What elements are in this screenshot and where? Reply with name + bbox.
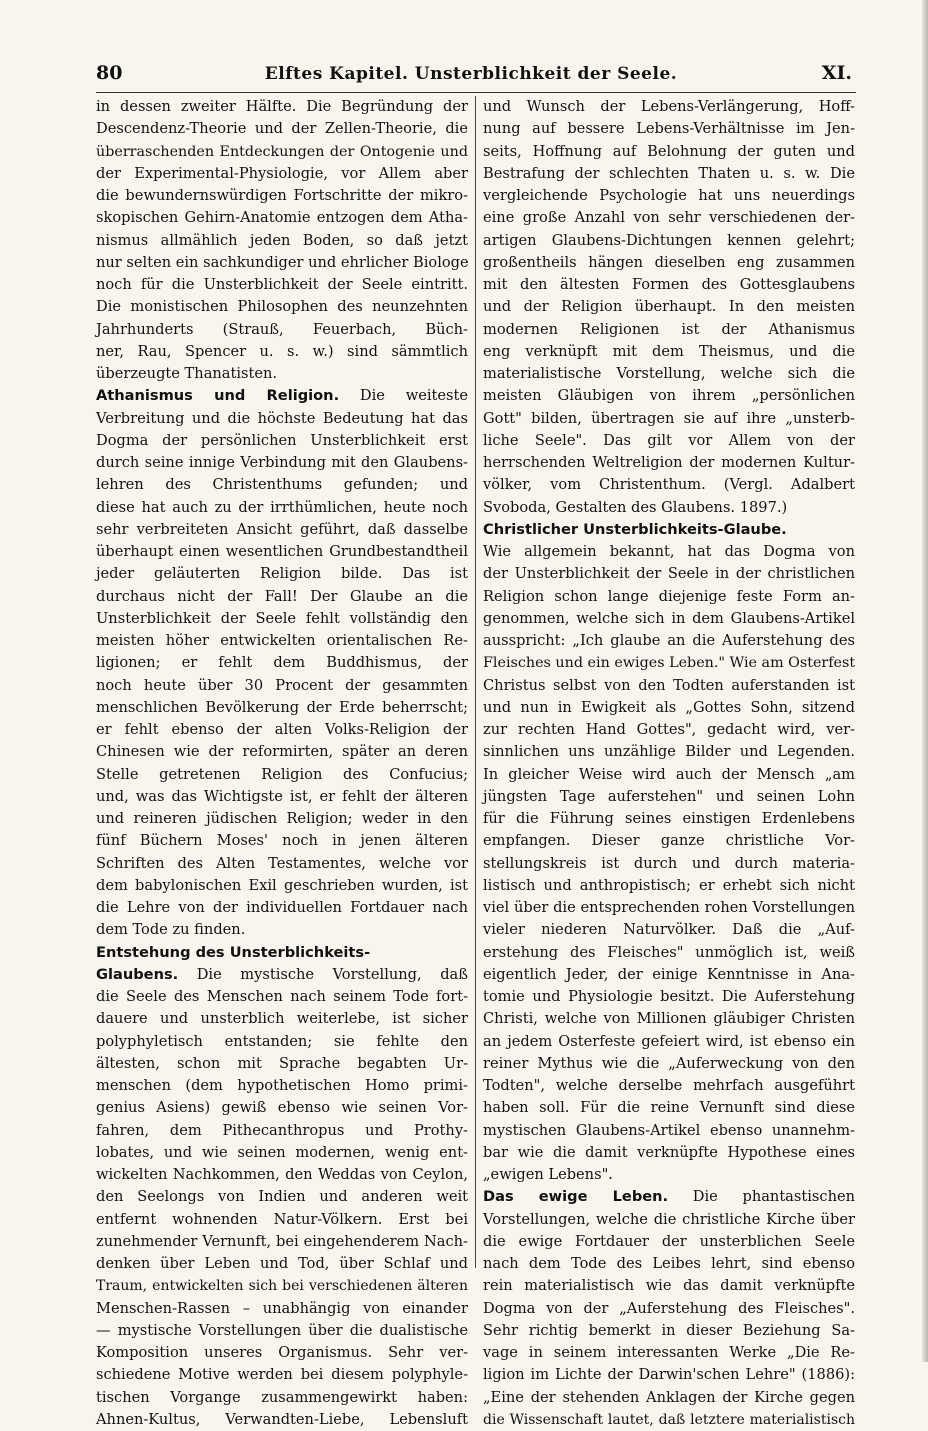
left-column — [96, 96, 469, 1428]
line-text: ner, Rau, Spencer u. s. w.) sind sämmtlich — [96, 342, 468, 360]
text-line — [483, 1320, 855, 1342]
chapter-numeral: XI. — [821, 62, 852, 84]
text-line — [483, 207, 855, 229]
text-line — [96, 207, 468, 229]
text-line — [96, 274, 468, 296]
text-line — [96, 519, 468, 541]
line-text: bar wie die damit verknüpfte Hypothese eines — [483, 1143, 855, 1161]
section-heading-line — [96, 964, 468, 986]
text-line — [96, 1142, 468, 1164]
line-text: skopischen Gehirn-Anatomie entzogen dem Atha- — [96, 209, 468, 227]
line-text: haben soll. Für die reine Vernunft sind diese — [483, 1099, 855, 1117]
text-line — [96, 1164, 468, 1186]
line-text: polyphyletisch entstanden; sie fehlte den — [96, 1032, 468, 1050]
text-line — [96, 586, 468, 608]
text-line — [96, 919, 468, 941]
page-number: 80 — [96, 62, 123, 84]
text-line — [483, 1008, 855, 1030]
line-text: „ewigen Lebens". — [483, 1166, 613, 1183]
page-header — [96, 62, 852, 88]
line-text: Sehr richtig bemerkt in dieser Beziehung Sa- — [483, 1321, 855, 1339]
line-text: Vorstellungen, welche die christliche Kirche über — [483, 1210, 855, 1228]
text-line — [483, 96, 855, 118]
line-text: Bestrafung der schlechten Thaten u. s. w. Die — [483, 164, 855, 182]
text-line — [483, 274, 855, 296]
text-line — [483, 430, 855, 452]
text-line — [96, 1253, 468, 1275]
line-text: fünf Büchern Moses' noch in jenen älteren — [96, 832, 468, 850]
line-text: listisch und anthropistisch; er erhebt sich nicht — [483, 876, 855, 894]
line-text: viel über die entsprechenden rohen Vorstellungen — [483, 899, 855, 916]
line-text: zur rechten Hand Gottes", gedacht wird, ver- — [483, 721, 855, 738]
line-text: diese hat auch zu der irrthümlichen, heute noch — [96, 498, 468, 516]
text-line — [483, 1164, 855, 1186]
text-line — [96, 1387, 468, 1409]
text-line — [96, 363, 468, 385]
text-line — [483, 919, 855, 941]
text-line — [96, 185, 468, 207]
line-text: meisten höher entwickelten orientalischen Re- — [96, 632, 468, 649]
text-line — [483, 385, 855, 407]
line-text: großentheils hängen dieselben eng zusammen — [483, 253, 855, 271]
line-text: Menschen-Rassen – unabhängig von einander — [96, 1299, 468, 1317]
text-line — [96, 786, 468, 808]
text-line — [483, 675, 855, 697]
line-text: Todten", welche derselbe mehrfach ausgeführt — [483, 1077, 855, 1094]
text-line — [96, 141, 468, 163]
text-line — [483, 474, 855, 496]
line-text: stellungskreis ist durch und durch materia- — [483, 854, 855, 872]
text-line — [483, 652, 855, 674]
text-line — [96, 697, 468, 719]
text-line — [96, 252, 468, 274]
line-text: mystischen Glaubens-Artikel ebenso unannehm- — [483, 1121, 855, 1139]
text-line — [483, 630, 855, 652]
text-line — [96, 1298, 468, 1320]
line-text: dem Tode zu finden. — [96, 921, 246, 939]
section-heading-line — [96, 942, 468, 964]
text-line — [483, 1120, 855, 1142]
text-line — [483, 563, 855, 585]
line-text: vergleichende Psychologie hat uns neuerdings — [483, 187, 855, 204]
line-text: genius Asiens) gewiß ebenso wie seinen Vor- — [96, 1099, 468, 1117]
text-line — [96, 296, 468, 318]
text-line — [96, 875, 468, 897]
text-line — [483, 452, 855, 474]
line-text: Die phantastischen — [668, 1188, 856, 1206]
line-text: Komposition unseres Organismus. Sehr ver- — [96, 1344, 468, 1361]
column-divider — [475, 96, 476, 1268]
line-text: nur selten ein sachkundiger und ehrlicher Biologe — [96, 253, 469, 271]
line-text: lobates, und wie seinen modernen, wenig ent- — [96, 1143, 468, 1161]
text-line — [96, 1320, 468, 1342]
line-text: und Wunsch der Lebens-Verlängerung, Hoff- — [483, 98, 855, 115]
line-text: — mystische Vorstellungen über die dualistische — [96, 1321, 468, 1339]
line-text: lehren des Christenthums gefunden; und — [96, 476, 468, 494]
text-line — [96, 230, 468, 252]
line-text: jüngsten Tage auferstehen" und seinen Lohn — [483, 787, 855, 805]
line-text: noch für die Unsterblichkeit der Seele eintritt. — [96, 276, 468, 293]
text-line — [483, 1342, 855, 1364]
text-line — [483, 830, 855, 852]
section-heading: Entstehung des Unsterblichkeits- — [96, 943, 371, 961]
line-text: und nun in Ewigkeit als „Gottes Sohn, sitzend — [483, 698, 855, 716]
line-text: vage in seinem interessanten Werke „Die Re- — [483, 1344, 855, 1361]
text-line — [483, 408, 855, 430]
page-edge-shadow — [922, 0, 928, 1362]
line-text: durchaus nicht der Fall! Der Glaube an die — [96, 587, 468, 605]
line-text: ausspricht: „Ich glaube an die Auferstehung des — [483, 632, 855, 649]
line-text: die Lehre von der individuellen Fortdauer nach — [96, 899, 468, 916]
text-line — [96, 808, 468, 830]
line-text: sinnlichen uns unzählige Bilder und Legenden. — [483, 743, 855, 761]
line-text: eigentlich Jeder, der einige Kenntnisse in Ana- — [483, 965, 855, 983]
line-text: vieler niederen Naturvölker. Daß die „Auf- — [483, 921, 855, 939]
text-line — [483, 808, 855, 830]
line-text: Die mystische Vorstellung, daß — [178, 965, 468, 983]
section-heading: Das ewige Leben. — [483, 1188, 669, 1206]
text-line — [96, 563, 468, 585]
line-text: noch heute über 30 Procent der gesammten — [96, 676, 468, 694]
line-text: und, was das Wichtigste ist, er fehlt der älteren — [96, 787, 468, 805]
text-line — [96, 1209, 468, 1231]
text-line — [96, 741, 468, 763]
text-line — [483, 141, 855, 163]
line-text: Dogma der persönlichen Unsterblichkeit erst — [96, 431, 468, 449]
text-line — [96, 1031, 468, 1053]
text-line — [483, 764, 855, 786]
line-text: der Unsterblichkeit der Seele in der christlichen — [483, 565, 855, 583]
line-text: Jahrhunderts (Strauß, Feuerbach, Büch- — [96, 320, 468, 338]
line-text: er fehlt ebenso der alten Volks-Religion der — [96, 721, 468, 738]
text-line — [96, 163, 468, 185]
text-line — [483, 964, 855, 986]
line-text: die Seele des Menschen nach seinem Tode fort- — [96, 988, 468, 1005]
text-line — [96, 1364, 468, 1386]
line-text: denken über Leben und Tod, über Schlaf und — [96, 1255, 468, 1272]
line-text: überzeugte Thanatisten. — [96, 365, 278, 382]
text-line — [96, 652, 468, 674]
line-text: und reineren jüdischen Religion; weder in den — [96, 810, 468, 827]
text-line — [483, 1231, 855, 1253]
text-line — [483, 319, 855, 341]
line-text: nach dem Tode des Leibes lehrt, sind ebenso — [483, 1255, 855, 1272]
line-text: nismus allmählich jeden Boden, so daß jetzt — [96, 231, 468, 249]
line-text: Die monistischen Philosophen des neunzehnten — [96, 298, 468, 316]
line-text: meisten Gläubigen von ihrem „persönlichen — [483, 387, 855, 405]
text-line — [483, 1075, 855, 1097]
line-text: tischen Vorgange zusammengewirkt haben: — [96, 1388, 468, 1406]
text-line — [96, 608, 468, 630]
text-line — [483, 1031, 855, 1053]
text-line — [483, 1364, 855, 1386]
text-line — [96, 430, 468, 452]
line-text: fahren, dem Pithecanthropus und Prothy- — [96, 1121, 468, 1139]
text-line — [96, 1120, 468, 1142]
section-heading: Christlicher Unsterblichkeits-Glaube. — [483, 520, 787, 538]
line-text: liche Seele". Das gilt vor Allem von der — [483, 431, 855, 449]
line-text: den Seelongs von Indien und anderen weit — [96, 1188, 468, 1206]
line-text: durch seine innige Verbindung mit den Glaubens- — [96, 454, 468, 471]
text-line — [483, 1053, 855, 1075]
text-line — [96, 1231, 468, 1253]
line-text: die ewige Fortdauer der unsterblichen Seele — [483, 1232, 855, 1250]
line-text: Wie allgemein bekannt, hat das Dogma von — [483, 543, 855, 560]
line-text: „Eine der stehenden Anklagen der Kirche gegen — [483, 1388, 855, 1406]
line-text: die bewundernswürdigen Fortschritte der mikro- — [96, 187, 468, 204]
text-line — [483, 1097, 855, 1119]
text-line — [483, 1409, 855, 1431]
line-text: ältesten, schon mit Sprache begabten Ur- — [96, 1054, 468, 1072]
line-text: Chinesen wie der reformirten, später an deren — [96, 743, 468, 761]
line-text: Svoboda, Gestalten des Glaubens. 1897.) — [483, 498, 788, 516]
text-line — [96, 1186, 468, 1208]
line-text: dem babylonischen Exil geschrieben wurden, ist — [96, 876, 468, 894]
section-heading: Athanismus und Religion. — [96, 387, 340, 405]
line-text: zunehmender Vernunft, bei eingehenderem Nach- — [96, 1232, 468, 1250]
text-line — [96, 630, 468, 652]
text-line — [96, 497, 468, 519]
text-line — [96, 1097, 468, 1119]
text-line — [483, 363, 855, 385]
text-line — [96, 853, 468, 875]
line-text: entfernt wohnenden Natur-Völkern. Erst bei — [96, 1210, 468, 1228]
text-line — [483, 1387, 855, 1409]
text-line — [483, 163, 855, 185]
line-text: die Wissenschaft lautet, daß letztere materialistisch — [483, 1411, 855, 1428]
line-text: Gott" bilden, übertragen sie auf ihre „unsterb- — [483, 409, 855, 427]
text-line — [96, 452, 468, 474]
text-line — [483, 296, 855, 318]
line-text: tomie und Physiologie besitzt. Die Auferstehung — [483, 988, 855, 1005]
text-line — [96, 719, 468, 741]
line-text: herrschenden Weltreligion der modernen Kultur- — [483, 454, 855, 471]
line-text: mit den ältesten Formen des Gottesglaubens — [483, 276, 855, 293]
line-text: menschlichen Bevölkerung der Erde beherrscht; — [96, 698, 468, 716]
text-line — [96, 1008, 468, 1030]
text-line — [96, 830, 468, 852]
text-line — [483, 341, 855, 363]
section-heading: Glaubens. — [96, 965, 179, 983]
text-line — [483, 897, 855, 919]
text-line — [483, 608, 855, 630]
line-text: Verbreitung und die höchste Bedeutung hat das — [96, 409, 468, 427]
line-text: empfangen. Dieser ganze christliche Vor- — [483, 832, 855, 850]
text-line — [96, 1275, 468, 1297]
line-text: rein materialistisch wie das damit verknüpfte — [483, 1277, 855, 1295]
line-text: wickelten Nachkommen, den Weddas von Ceylon, — [96, 1166, 468, 1183]
line-text: schiedene Motive werden bei diesem polyphyle- — [96, 1366, 468, 1384]
section-heading-line — [483, 519, 855, 541]
text-line — [483, 252, 855, 274]
text-line — [483, 497, 855, 519]
line-text: Religion schon lange diejenige feste Form an- — [483, 587, 855, 605]
line-text: überhaupt einen wesentlichen Grundbestandtheil — [96, 543, 468, 560]
text-line — [96, 474, 468, 496]
text-line — [96, 118, 468, 140]
text-line — [483, 741, 855, 763]
text-line — [483, 230, 855, 252]
line-text: Schriften des Alten Testamentes, welche vor — [96, 854, 468, 872]
line-text: eine große Anzahl von sehr verschiedenen der- — [483, 209, 855, 227]
line-text: für die Führung seines einstigen Erdenlebens — [483, 810, 855, 827]
running-title: Elftes Kapitel. Unsterblichkeit der Seele. — [264, 64, 678, 84]
text-line — [483, 586, 855, 608]
text-line — [96, 408, 468, 430]
line-text: modernen Religionen ist der Athanismus — [483, 320, 855, 338]
line-text: Stelle getretenen Religion des Confucius; — [96, 765, 468, 783]
text-line — [96, 319, 468, 341]
text-line — [96, 675, 468, 697]
line-text: menschen (dem hypothetischen Homo primi- — [96, 1077, 468, 1094]
line-text: erstehung des Fleisches" unmöglich ist, weiß — [483, 943, 855, 961]
line-text: reiner Mythus wie die „Auferweckung von den — [483, 1054, 855, 1072]
text-line — [483, 1142, 855, 1164]
text-line — [483, 942, 855, 964]
line-text: Christi, welche von Millionen gläubiger Christen — [483, 1010, 855, 1028]
text-line — [96, 96, 468, 118]
text-line — [483, 185, 855, 207]
text-line — [483, 986, 855, 1008]
line-text: ligion im Lichte der Darwin'schen Lehre" (1886): — [483, 1366, 855, 1384]
text-line — [96, 1342, 468, 1364]
line-text: Traum, entwickelten sich bei verschiedenen älteren — [96, 1278, 468, 1295]
line-text: ligionen; er fehlt dem Buddhismus, der — [96, 654, 468, 672]
text-line — [96, 541, 468, 563]
text-line — [483, 541, 855, 563]
line-text: in dessen zweiter Hälfte. Die Begründung der — [96, 98, 468, 115]
line-text: Fleisches und ein ewiges Leben." Wie am Osterfest — [483, 655, 856, 672]
section-heading-line — [483, 1186, 855, 1208]
text-line — [96, 1053, 468, 1075]
line-text: Descendenz-Theorie und der Zellen-Theorie, die — [96, 120, 468, 138]
line-text: genommen, welche sich in dem Glaubens-Artikel — [483, 609, 855, 627]
right-column — [483, 96, 856, 1428]
line-text: völker, vom Christenthum. (Vergl. Adalbert — [483, 476, 855, 494]
text-line — [96, 986, 468, 1008]
line-text: überraschenden Entdeckungen der Ontogenie und — [96, 143, 468, 160]
line-text: der Experimental-Physiologie, vor Allem aber — [96, 164, 468, 182]
line-text: In gleicher Weise wird auch der Mensch „am — [483, 765, 855, 783]
header-rule — [96, 92, 856, 93]
line-text: und der Religion überhaupt. In den meisten — [483, 298, 855, 316]
line-text: jeder geläuterten Religion bilde. Das ist — [96, 565, 468, 583]
text-line — [483, 1275, 855, 1297]
line-text: Dogma von der „Auferstehung des Fleisches". — [483, 1299, 855, 1317]
text-line — [483, 1298, 855, 1320]
text-line — [96, 897, 468, 919]
line-text: Die weiteste — [339, 387, 468, 405]
text-line — [96, 1409, 468, 1431]
line-text: Unsterblichkeit der Seele fehlt vollständig den — [96, 609, 468, 627]
text-line — [96, 1075, 468, 1097]
line-text: seits, Hoffnung auf Belohnung der guten und — [483, 142, 855, 160]
text-line — [483, 719, 855, 741]
line-text: an jedem Osterfeste gefeiert wird, ist ebenso ein — [483, 1032, 855, 1050]
text-line — [483, 1253, 855, 1275]
text-line — [483, 786, 855, 808]
section-heading-line — [96, 385, 468, 407]
text-line — [483, 118, 855, 140]
line-text: Ahnen-Kultus, Verwandten-Liebe, Lebensluft — [96, 1410, 468, 1428]
line-text: eng verknüpft mit dem Theismus, und die — [483, 342, 855, 360]
line-text: dauere und unsterblich weiterlebe, ist sicher — [96, 1010, 468, 1028]
line-text: artigen Glaubens-Dichtungen kennen gelehrt; — [483, 231, 855, 249]
text-line — [96, 764, 468, 786]
line-text: Christus selbst von den Todten auferstanden ist — [483, 676, 855, 694]
line-text: sehr verbreiteten Ansicht geführt, daß dasselbe — [96, 520, 468, 538]
text-line — [483, 853, 855, 875]
text-line — [483, 1209, 855, 1231]
line-text: materialistische Vorstellung, welche sich die — [483, 365, 855, 382]
text-line — [483, 697, 855, 719]
text-line — [483, 875, 855, 897]
text-line — [96, 341, 468, 363]
line-text: nung auf bessere Lebens-Verhältnisse im Jen- — [483, 120, 855, 138]
